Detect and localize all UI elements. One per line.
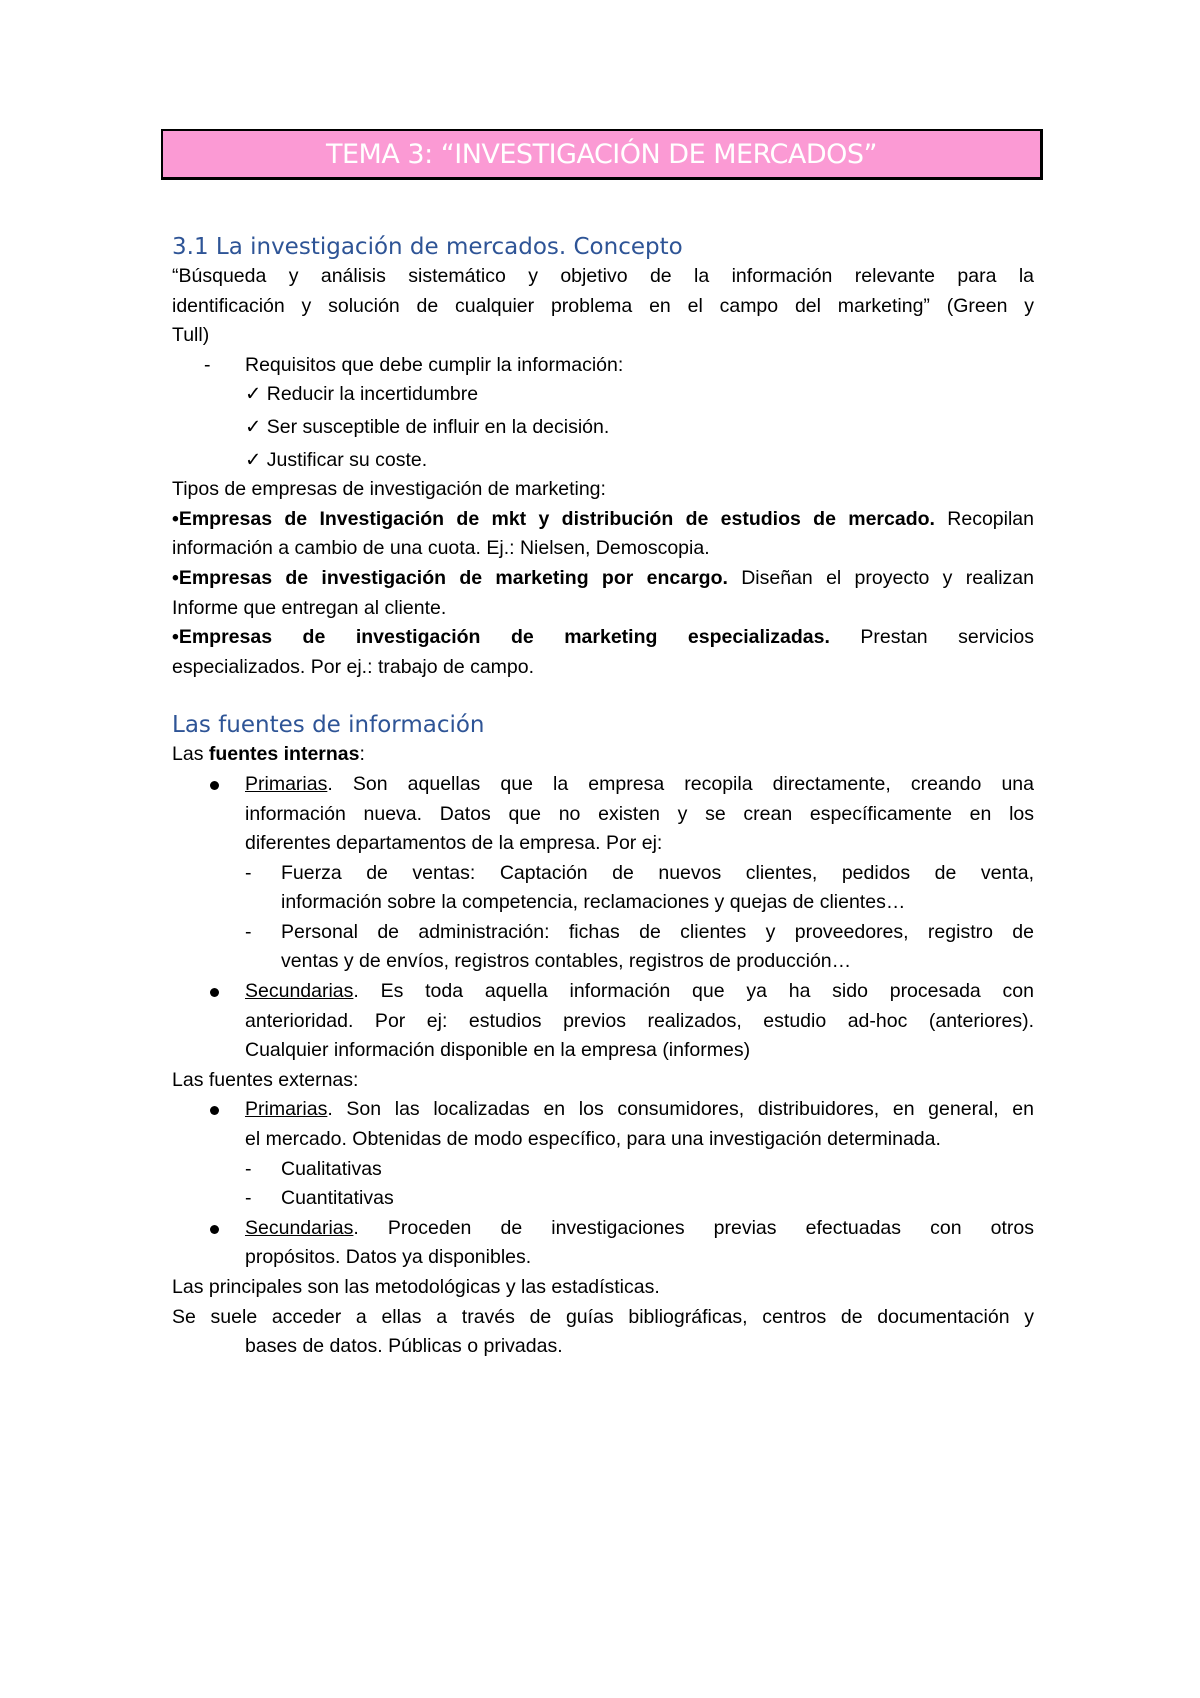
- company-type-1-line: [172, 505, 1034, 535]
- external-secondary-title: Secundarias: [245, 1216, 354, 1239]
- internal-primary-sub-item: [172, 859, 1034, 918]
- company-type-3-line: especializados. Por ej.: trabajo de campo.: [172, 655, 535, 678]
- internal-secondary-text: . Es toda aquella información que ya ha sido procesada con: [353, 980, 1034, 1003]
- external-primary-text: . Son las localizadas en los consumidores, distribuidores, en general, en: [327, 1098, 1034, 1121]
- closing-line: bases de datos. Públicas o privadas.: [245, 1335, 563, 1358]
- company-type-1-text: Recopilan: [934, 507, 1035, 530]
- requirements-item: [172, 351, 1034, 381]
- dash-marker: -: [245, 861, 252, 884]
- quote-line: identificación y solución de cualquier problema en el campo del marketing” (Green y: [172, 294, 1034, 317]
- internal-secondary-line: [245, 977, 1034, 1007]
- internal-primary-line: [245, 770, 1034, 800]
- sub-item-line: Cualitativas: [281, 1157, 382, 1180]
- company-type-2-title: •Empresas de investigación de marketing por encargo.: [172, 566, 728, 589]
- internal-secondary-line: Cualquier información disponible en la empresa (informes): [245, 1039, 751, 1062]
- company-type-2-line: Informe que entregan al cliente.: [172, 596, 447, 619]
- external-primary-line: [245, 1095, 1034, 1125]
- internal-label-bold: fuentes internas: [208, 743, 360, 766]
- bullet-icon: [210, 988, 219, 997]
- company-type-2-line: [172, 564, 1034, 594]
- external-primary-item: [172, 1095, 1034, 1154]
- dash-marker: -: [204, 353, 211, 376]
- dash-marker: -: [245, 1187, 252, 1210]
- quote-line: “Búsqueda y análisis sistemático y objetivo de la información relevante para la: [172, 265, 1034, 287]
- bullet-icon: [210, 1106, 219, 1115]
- check-item: ✓ Ser susceptible de influir en la decisión.: [245, 415, 610, 438]
- document-title: TEMA 3: “INVESTIGACIÓN DE MERCADOS”: [161, 129, 1043, 180]
- external-primary-line: el mercado. Obtenidas de modo específico, para una investigación determinada.: [245, 1128, 941, 1151]
- internal-primary-text: . Son aquellas que la empresa recopila directamente, creando una: [327, 772, 1034, 795]
- quote-line: Tull): [172, 324, 210, 347]
- internal-sources-label: [172, 740, 1034, 770]
- company-type-2-text: Diseñan el proyecto y realizan: [727, 566, 1034, 589]
- company-type-3-title: •Empresas de investigación de marketing especializadas.: [172, 626, 830, 649]
- check-item: ✓ Reducir la incertidumbre: [245, 383, 479, 406]
- closing-line: Se suele acceder a ellas a través de guías bibliográficas, centros de documentación y: [172, 1305, 1034, 1328]
- internal-label-suffix: :: [359, 743, 365, 766]
- internal-secondary-title: Secundarias: [245, 980, 354, 1003]
- external-primary-title: Primarias: [245, 1098, 328, 1121]
- sub-item-line: Cuantitativas: [281, 1187, 394, 1210]
- requirements-label: Requisitos que debe cumplir la información:: [245, 353, 624, 376]
- bullet-icon: [210, 781, 219, 790]
- internal-primary-line: diferentes departamentos de la empresa. Por ej:: [245, 832, 663, 855]
- internal-label-prefix: Las: [172, 743, 209, 766]
- external-primary-sub-item: [172, 1184, 1034, 1214]
- external-secondary-line: propósitos. Datos ya disponibles.: [245, 1246, 532, 1269]
- internal-primary-item: [172, 770, 1034, 859]
- internal-primary-line: información nueva. Datos que no existen y se crean específicamente en los: [245, 802, 1034, 825]
- sub-item-line: Fuerza de ventas: Captación de nuevos clientes, pedidos de venta,: [281, 861, 1034, 884]
- company-type-1-line: información a cambio de una cuota. Ej.: Nielsen, Demoscopia.: [172, 537, 710, 560]
- bullet-icon: [210, 1225, 219, 1234]
- internal-primary-sub-item: [172, 918, 1034, 977]
- dash-marker: -: [245, 1157, 252, 1180]
- document-body: [172, 232, 1034, 1362]
- internal-secondary-line: anterioridad. Por ej: estudios previos realizados, estudio ad-hoc (anteriores).: [245, 1009, 1034, 1032]
- internal-primary-title: Primarias: [245, 772, 328, 795]
- internal-secondary-item: [172, 977, 1034, 1066]
- company-type-1-title: •Empresas de Investigación de mkt y distribución de estudios de mercado.: [172, 507, 935, 530]
- sub-item-line: ventas y de envíos, registros contables, registros de producción…: [281, 950, 852, 973]
- types-label: Tipos de empresas de investigación de marketing:: [172, 478, 606, 501]
- section-heading-sources: Las fuentes de información: [172, 712, 485, 739]
- external-secondary-item: [172, 1214, 1034, 1273]
- external-primary-sub-item: [172, 1155, 1034, 1185]
- closing-line: Las principales son las metodológicas y las estadísticas.: [172, 1276, 660, 1298]
- sub-item-line: Personal de administración: fichas de clientes y proveedores, registro de: [281, 920, 1034, 943]
- external-secondary-text: . Proceden de investigaciones previas efectuadas con otros: [353, 1216, 1034, 1239]
- external-sources-label: Las fuentes externas:: [172, 1068, 359, 1091]
- company-type-3-text: Prestan servicios: [829, 626, 1034, 649]
- external-secondary-line: [245, 1214, 1034, 1244]
- company-type-3-line: [172, 623, 1034, 653]
- section-heading-concept: 3.1 La investigación de mercados. Concepto: [172, 234, 683, 260]
- sub-item-line: información sobre la competencia, reclamaciones y quejas de clientes…: [281, 891, 906, 914]
- check-item: ✓ Justificar su coste.: [245, 448, 428, 471]
- dash-marker: -: [245, 920, 252, 943]
